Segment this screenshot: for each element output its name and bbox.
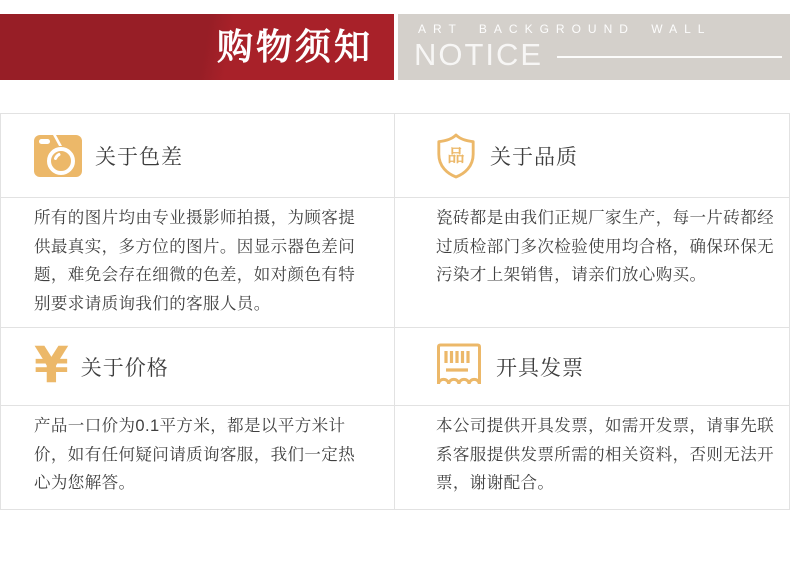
notice-label: NOTICE <box>414 37 544 72</box>
section-price-body <box>1 406 395 509</box>
page-title: 购物须知 <box>216 26 373 67</box>
section-text-quality: 瓷砖都是由我们正规厂家生产，每一片砖都经过质检部门多次检验使用均合格，确保环保无污染才上架销售，请亲们放心购买。 <box>436 209 774 284</box>
section-title-invoice: 开具发票 <box>496 356 584 380</box>
section-quality-body <box>395 198 789 328</box>
section-text-price: 产品一口价为0.1平方米，都是以平方米计价，如有任何疑问请质询客服，我们一定热心为您解答。 <box>34 417 356 492</box>
section-title-price: 关于价格 <box>80 356 169 380</box>
header-banner <box>0 14 790 80</box>
notice-rule-line <box>557 56 782 58</box>
banner-gray-block <box>398 14 790 80</box>
camera-icon <box>34 135 82 177</box>
yuan-icon: ¥ <box>34 335 69 394</box>
section-title-color-difference: 关于色差 <box>95 145 183 169</box>
invoice-icon <box>435 343 483 391</box>
section-text-color-difference: 所有的图片均由专业摄影师拍摄，为顾客提供最真实，多方位的图片。因显示器色差问题，难免会存在细微的色差，如对颜色有特别要求请质询我们的客服人员。 <box>34 209 356 313</box>
banner-red-block <box>0 14 394 80</box>
section-quality-header <box>395 114 789 198</box>
notice-table <box>0 113 790 510</box>
section-text-invoice: 本公司提供开具发票，如需开发票，请事先联系客服提供发票所需的相关资料，否则无法开票，谢谢配合。 <box>436 417 774 492</box>
section-title-quality: 关于品质 <box>490 145 578 169</box>
section-invoice-body <box>395 406 789 509</box>
notice-row <box>414 39 784 71</box>
section-price-header <box>1 328 395 406</box>
banner-tagline: ART BACKGROUND WALL <box>418 22 712 36</box>
shield-icon <box>435 132 477 180</box>
section-color-difference-body <box>1 198 395 328</box>
section-color-difference-header <box>1 114 395 198</box>
section-invoice-header <box>395 328 789 406</box>
shield-glyph: 品 <box>447 145 465 166</box>
